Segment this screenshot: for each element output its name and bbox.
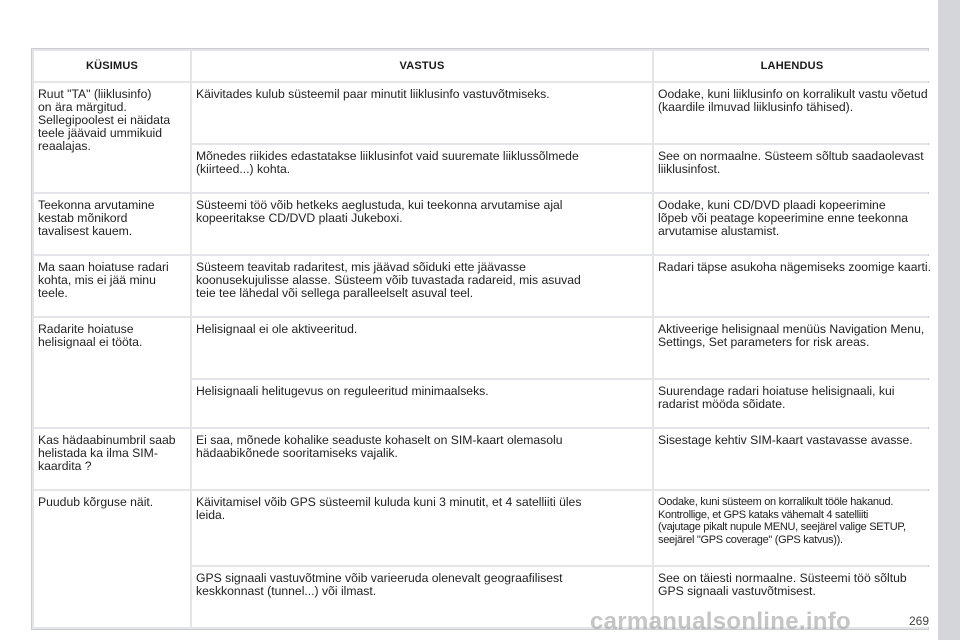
cell-line: kohta, mis ei jää minu bbox=[38, 273, 156, 287]
table-row bbox=[34, 429, 930, 489]
cell-line: Oodake, kuni süsteem on korralikult tööle hakanud. bbox=[658, 496, 894, 508]
cell-line: keskkonnast (tunnel...) või ilmast. bbox=[196, 584, 377, 598]
solution-cell bbox=[654, 256, 930, 316]
question-cell bbox=[34, 256, 190, 316]
answer-cell bbox=[192, 429, 652, 489]
question-cell bbox=[34, 194, 190, 254]
cell-line: tavalisest kauem. bbox=[38, 224, 133, 238]
question-cell bbox=[34, 83, 190, 192]
solution-cell bbox=[654, 318, 930, 378]
solution-cell bbox=[654, 194, 930, 254]
cell-line: Suurendage radari hoiatuse helisignaali, kui bbox=[658, 384, 895, 398]
answer-cell bbox=[192, 567, 652, 627]
table-row bbox=[34, 318, 930, 378]
answer-cell bbox=[192, 380, 652, 427]
page-number: 269 bbox=[909, 614, 930, 628]
cell-line: Kontrollige, et GPS kataks vähemalt 4 satelliiti bbox=[658, 508, 868, 521]
cell-line: Ma saan hoiatuse radari bbox=[38, 260, 169, 274]
table-row bbox=[34, 256, 930, 316]
cell-line: reaalajas. bbox=[38, 139, 91, 153]
cell-line: (kaardile ilmuvad liiklusinfo tähised). bbox=[658, 100, 854, 114]
cell-line: Ruut "TA" (liiklusinfo) bbox=[38, 87, 152, 101]
table-row bbox=[34, 491, 930, 565]
answer-cell bbox=[192, 256, 652, 316]
cell-line: teele. bbox=[38, 286, 68, 300]
cell-line: Radari täpse asukoha nägemiseks zoomige kaarti. bbox=[658, 260, 932, 274]
cell-line: See on täiesti normaalne. Süsteemi töö sõltub bbox=[658, 571, 907, 585]
cell-line: GPS signaali vastuvõtmine võib varieeruda olenevalt geograafilisest bbox=[196, 571, 563, 585]
side-strip bbox=[938, 0, 960, 640]
cell-line: radarist mööda sõidate. bbox=[658, 397, 786, 411]
answer-cell bbox=[192, 83, 652, 143]
cell-line: Puudub kõrguse näit. bbox=[38, 495, 154, 509]
solution-cell bbox=[654, 380, 930, 427]
cell-line: on ära märgitud. bbox=[38, 100, 127, 114]
cell-line: teele jäävaid ummikuid bbox=[38, 126, 162, 140]
cell-line: Käivitamisel võib GPS süsteemil kuluda kuni 3 minutit, et 4 satelliiti üles bbox=[196, 495, 582, 509]
cell-line: hädaabikõnede sooritamiseks vajalik. bbox=[196, 446, 398, 460]
cell-line: seejärel "GPS coverage" (GPS katvus)). bbox=[658, 533, 843, 546]
solution-cell bbox=[654, 145, 930, 192]
cell-line: helistada ka ilma SIM- bbox=[38, 446, 158, 460]
cell-line: Kas hädaabinumbril saab bbox=[38, 433, 176, 447]
header-answer: VASTUS bbox=[192, 51, 652, 81]
cell-line: See on normaalne. Süsteem sõltub saadaolevast bbox=[658, 149, 924, 163]
cell-line: Oodake, kuni liiklusinfo on korralikult vastu võetud bbox=[658, 87, 928, 101]
question-cell bbox=[34, 318, 190, 427]
cell-line: Sisestage kehtiv SIM-kaart vastavasse avasse. bbox=[658, 433, 913, 447]
cell-line: Mõnedes riikides edastatakse liiklusinfot vaid suuremate liiklussõlmede bbox=[196, 149, 579, 163]
answer-cell bbox=[192, 491, 652, 565]
cell-line: (kiirteed...) kohta. bbox=[196, 162, 291, 176]
cell-line: Teekonna arvutamine bbox=[38, 198, 155, 212]
answer-cell bbox=[192, 318, 652, 378]
table-row bbox=[34, 83, 930, 143]
faq-table-container bbox=[31, 48, 932, 630]
cell-line: kestab mõnikord bbox=[38, 211, 128, 225]
answer-cell bbox=[192, 194, 652, 254]
cell-line: leida. bbox=[196, 508, 226, 522]
cell-line: arvutamise alustamist. bbox=[658, 224, 780, 238]
cell-line: koonusekujulisse alasse. Süsteem võib tuvastada radareid, mis asuvad bbox=[196, 273, 581, 287]
header-row bbox=[34, 51, 930, 81]
cell-line: Sellegipoolest ei näidata bbox=[38, 113, 171, 127]
header-question: KÜSIMUS bbox=[34, 51, 190, 81]
cell-line: helisignaal ei tööta. bbox=[38, 335, 143, 349]
header-solution: LAHENDUS bbox=[654, 51, 930, 81]
question-cell bbox=[34, 491, 190, 627]
cell-line: Ei saa, mõnede kohalike seaduste kohaselt on SIM-kaart olemasolu bbox=[196, 433, 563, 447]
cell-line: Helisignaali helitugevus on reguleeritud minimaalseks. bbox=[196, 384, 489, 398]
cell-line: liiklusinfost. bbox=[658, 162, 721, 176]
cell-line: (vajutage pikalt nupule MENU, seejärel valige SETUP, bbox=[658, 521, 906, 533]
answer-cell bbox=[192, 145, 652, 192]
cell-line: Settings, Set parameters for risk areas. bbox=[658, 335, 870, 349]
faq-table bbox=[32, 49, 932, 629]
cell-line: Aktiveerige helisignaal menüüs Navigation Menu, bbox=[658, 322, 925, 336]
solution-cell bbox=[654, 491, 930, 565]
cell-line: kaardita ? bbox=[38, 459, 92, 473]
cell-line: Helisignaal ei ole aktiveeritud. bbox=[196, 322, 358, 336]
cell-line: kopeeritakse CD/DVD plaati Jukeboxi. bbox=[196, 211, 403, 225]
watermark: carmanualsonline.info bbox=[590, 608, 852, 635]
cell-line: teie tee lähedal või sellega paralleelselt asuval teel. bbox=[196, 286, 474, 300]
cell-line: Käivitades kulub süsteemil paar minutit liiklusinfo vastuvõtmiseks. bbox=[196, 87, 550, 101]
cell-line: Radarite hoiatuse bbox=[38, 322, 134, 336]
question-cell bbox=[34, 429, 190, 489]
cell-line: lõpeb või peatage kopeerimine enne teekonna bbox=[658, 211, 909, 225]
cell-line: Süsteem teavitab radaritest, mis jäävad sõiduki ette jäävasse bbox=[196, 260, 526, 274]
table-row bbox=[34, 194, 930, 254]
cell-line: GPS signaali vastuvõtmisest. bbox=[658, 584, 816, 598]
solution-cell bbox=[654, 83, 930, 143]
cell-line: Oodake, kuni CD/DVD plaadi kopeerimine bbox=[658, 198, 886, 212]
cell-line: Süsteemi töö võib hetkeks aeglustuda, kui teekonna arvutamise ajal bbox=[196, 198, 563, 212]
solution-cell bbox=[654, 429, 930, 489]
